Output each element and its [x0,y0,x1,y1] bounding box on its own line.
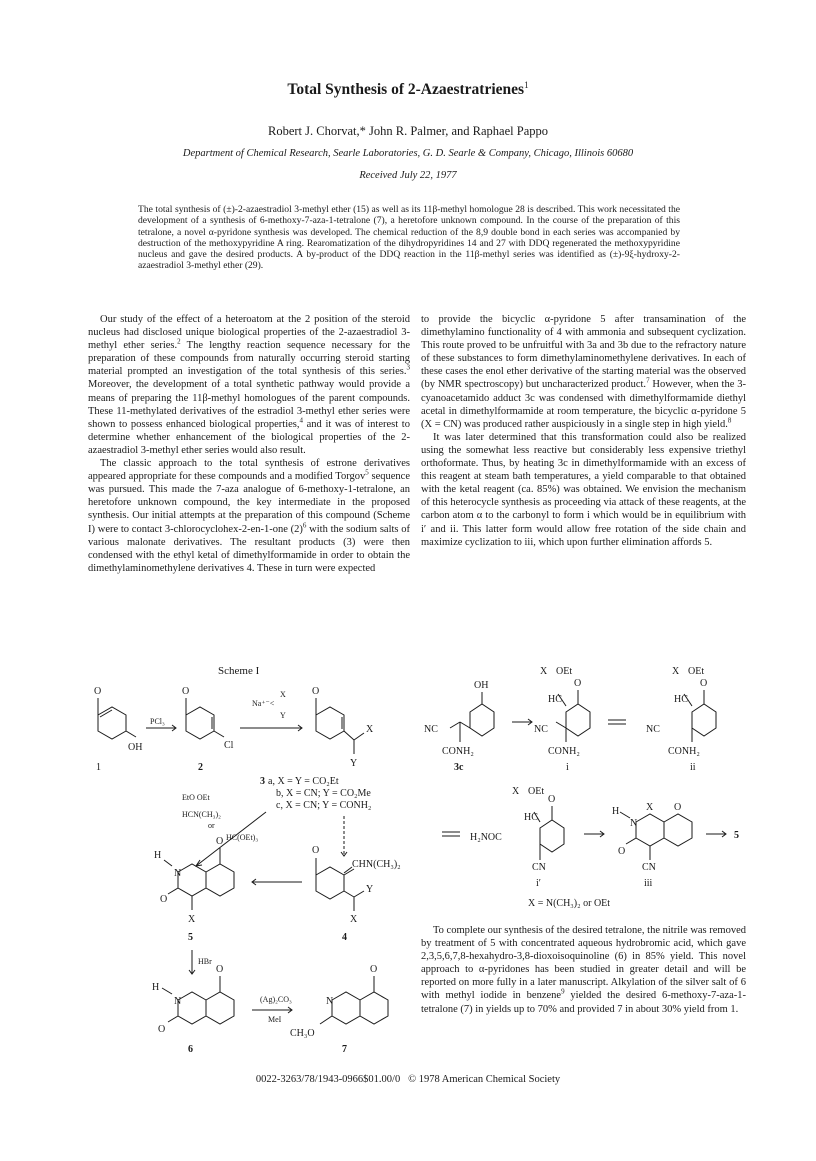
svg-text:(Ag)₂CO₃: (Ag)₂CO₃ [260,995,292,1004]
title-ref: 1 [524,80,529,90]
svg-text:4: 4 [342,932,347,943]
compound-3 [312,686,374,769]
svg-text:5: 5 [188,932,193,943]
paragraph: It was later determined that this transformation could also be realized using the somewhat less reactive but considerably less expensive triethyl orthoformate. Thus, by heating 3c in dimethylformamide with an excess of this reagent at steam bath temperatures, a yield comparable to that obtained with the ketal reagent (ca. 85%) was obtained. We envision the mechanism of this heterocycle synthesis as proceeding via attack of these reagents, at the carbon atom α to the carbonyl to form i which would be in equilibrium with i′ and ii. This latter form would allow free rotation of the side chain and maximize cyclization to iii, which upon further elimination affords 5. [421,431,746,548]
text-run: However, when the 3-cyanoacetamido adduct 3c was condensed with dimethylformamide diethyl acetal in dimethylformamide at room temperature, the bicyclic α-pyridone 5 (X = CN) was produced rather auspiciously in a single step in high yield. [421,379,746,430]
svg-text:OEt: OEt [556,666,573,677]
intermediate-i [534,666,590,773]
svg-text:Y: Y [366,884,374,895]
text-run: The classic approach to the total synthesis of estrone derivatives appeared appropriate for these compounds and a modified Torgov [88,458,410,483]
text-run: sequence was pursued. This made the 7-aza analogue of 6-methoxy-1-tetralone, an heretofore unknown compound, the key intermediate in the proposed synthesis. Our initial attempts at the preparation of this compound (Scheme I) were to contact 3-chlorocyclohex-2-en-1-one (2) [88,471,410,535]
svg-text:OEt: OEt [528,786,545,797]
authors: Robert J. Chorvat,* John R. Palmer, and Raphael Pappo [267,124,549,138]
svg-text:X: X [188,914,196,925]
compound-6 [152,964,234,1055]
svg-text:NC: NC [534,724,548,735]
svg-text:HCN(CH₃)₂: HCN(CH₃)₂ [182,810,221,819]
pcl3-label: PCl₃ [150,717,165,726]
column-left [88,313,410,575]
intermediate-i-prime [470,786,564,889]
svg-text:Y: Y [350,758,358,769]
ref: 5 [365,468,369,477]
svg-text:H₂NOC: H₂NOC [470,832,502,843]
compound-1 [94,686,142,773]
scheme-title: Scheme I [218,665,260,677]
text-run: The lengthy reaction sequence necessary for the preparation of these compounds from naturally occurring steroid starting material prompted an investigation of the total synthesis of this series. [88,340,410,378]
svg-text:CONH₂: CONH₂ [668,746,700,757]
journal-code: 0022-3263/78/1943-0966$01.00/0 [255,1074,401,1085]
text-run: Our study of the effect of a heteroatom at the 2 position of the steroid nucleus had disclosed unique biological properties of the 2-azaestradiol 3-methyl ether series. [88,314,410,352]
svg-text:N: N [174,996,182,1007]
intermediate-iii [612,802,692,889]
svg-text:OEt: OEt [688,666,705,677]
svg-text:X: X [280,690,286,699]
svg-text:O: O [182,686,190,697]
ref: 3 [406,363,410,372]
ref: 2 [177,337,181,346]
article-title [0,80,816,99]
scheme-1 [80,660,420,1070]
compound-2 [182,686,234,773]
svg-text:CH₃O: CH₃O [290,1028,315,1039]
svg-text:O: O [618,846,626,857]
svg-text:H: H [612,806,620,817]
svg-text:O: O [216,964,224,975]
na-reagent-label: Na⁺⁻< [252,699,275,708]
svg-text:b, X = CN; Y = CO₂Me: b, X = CN; Y = CO₂Me [276,788,371,799]
svg-text:HBr: HBr [198,957,212,966]
column-right-lower [421,924,746,1016]
svg-text:CN: CN [532,862,546,873]
paragraph [88,457,410,575]
svg-text:5: 5 [734,830,739,841]
svg-text:O: O [548,794,556,805]
mechanism-scheme [420,660,760,910]
text-run: with the sodium salts of various malonate derivatives. The resultant products (3) were then condensed with the ethyl ketal of dimethylformamide in order to obtain the dimethylaminomethylene derivatives 4. These in turn were expected [88,523,410,574]
svg-text:O: O [574,678,582,689]
text-run: To complete our synthesis of the desired tetralone, the nitrile was removed by treatment of 5 with concentrated aqueous hydrobromic acid, which gave 2,3,5,6,7,8-hexahydro-3,8-dioxoisoquinoline (6) in 85% yield. This novel approach to α-pyridones has been studied in greater detail and will be reported on more fully in a later manuscript. Alkylation of the silver salt of 6 with methyl iodide in benzene [421,925,747,1002]
affiliation: Department of Chemical Research, Searle Laboratories, G. D. Searle & Company, Chicago, Illinois 60680 [182,148,634,159]
compound-4 [312,845,401,943]
svg-text:2: 2 [198,762,203,773]
svg-text:O: O [700,678,708,689]
svg-text:6: 6 [188,1044,193,1055]
svg-text:X: X [646,802,654,813]
svg-text:N: N [174,868,182,879]
svg-text:7: 7 [342,1044,347,1055]
paragraph [421,924,746,1016]
svg-text:CN: CN [642,862,656,873]
ref: 9 [561,987,565,996]
svg-text:X: X [350,914,358,925]
text-run: and it was of interest to determine whether enhancement of the biological properties of the 2-azaestradiol 3-methyl ether series would also result. [88,418,410,456]
svg-text:ii: ii [690,762,696,773]
ref: 4 [299,416,304,425]
svg-text:a, X = Y = CO₂Et: a, X = Y = CO₂Et [268,776,339,787]
compound-7 [290,964,388,1055]
svg-text:H: H [152,982,160,993]
svg-text:O: O [312,845,320,856]
svg-text:O: O [160,894,168,905]
paragraph [421,313,746,431]
compound-5 [154,836,234,943]
copyright: © 1978 American Chemical Society [408,1074,561,1085]
svg-text:O: O [216,836,224,847]
text-run: Moreover, the development of a total synthetic pathway would provide a means of preparing the 11β-methyl homologues of the parent compounds. These 11-methylated derivatives of the estradiol 3-methyl ether series were shown to possess enhanced biological properties, [88,379,410,430]
intermediate-ii [646,666,716,773]
svg-text:NC: NC [424,724,438,735]
svg-text:H: H [154,850,162,861]
svg-text:or: or [208,821,215,830]
received-date: Received July 22, 1977 [359,170,457,181]
svg-text:X: X [512,786,520,797]
svg-text:HC: HC [674,694,688,705]
ref: 6 [302,521,307,529]
svg-text:N: N [326,996,334,1007]
svg-text:CHN(CH₃)₂: CHN(CH₃)₂ [352,859,401,870]
title-text: Total Synthesis of 2-Azaestratrienes [287,81,525,99]
text-run: to provide the bicyclic α-pyridone 5 after transamination of the dimethylamino functionality of 4 with ammonia and subsequent cyclization. This route proved to be unfruitful with 3a and 3b due to the refractory nature of these substances to form dimethylaminomethylene derivatives. In each of these cases the enol ether derivative of the starting material was the observed (by NMR spectroscopy) but uncharacterized product. [421,314,746,391]
paragraph [88,313,410,457]
column-right [421,313,746,549]
svg-text:3: 3 [260,776,265,787]
svg-text:OH: OH [474,680,489,691]
svg-text:O: O [370,964,378,975]
svg-text:OH: OH [128,742,143,753]
page-footer [0,1074,816,1085]
svg-text:X: X [540,666,548,677]
text-run: yielded the desired 6-methoxy-7-aza-1-tetralone (7) in yields up to 70% and provided 7 in about 30% yield from 1. [421,990,746,1015]
svg-text:HC: HC [524,812,538,823]
svg-text:Y: Y [280,711,286,720]
svg-text:O: O [94,686,102,697]
svg-text:c, X = CN; Y = CONH₂: c, X = CN; Y = CONH₂ [276,800,372,811]
svg-text:i: i [566,762,569,773]
svg-text:O: O [158,1024,166,1035]
svg-text:O: O [312,686,320,697]
svg-text:HC(OEt)₃: HC(OEt)₃ [226,833,259,842]
svg-text:O: O [674,802,682,813]
svg-text:CONH₂: CONH₂ [442,746,474,757]
svg-text:Cl: Cl [224,740,234,751]
svg-text:X: X [366,724,374,735]
svg-text:N: N [630,818,638,829]
svg-text:3c: 3c [454,762,464,773]
svg-text:CONH₂: CONH₂ [548,746,580,757]
svg-text:i′: i′ [536,878,541,889]
svg-text:EtO OEt: EtO OEt [182,793,210,802]
ref: 7 [646,376,650,385]
svg-text:NC: NC [646,724,660,735]
svg-text:MeI: MeI [268,1015,282,1024]
svg-text:X: X [672,666,680,677]
svg-text:HC: HC [548,694,562,705]
abstract: The total synthesis of (±)-2-azaestradiol 3-methyl ether (15) as well as its 11β-methyl homologue 28 is described. This work necessitated the development of a synthesis of 6-methoxy-7-aza-1-tetralone (7), a heretofore unknown compound. In the course of the preparation of this tetralone, a novel α-pyridone synthesis was developed. The chemical reduction of the 8,9 double bond in each series was accompanied by destruction of the methoxypyridine A ring. Rearomatization of the dihydropyridines 14 and 27 with DDQ regenerated the methoxypyridine nucleus and gave the desired products. A by-product of the DDQ reaction in the 11β-methyl series was identified as (±)-9ξ-hydroxy-2-azaestradiol 3-methyl ether (29). [138,204,680,272]
x-definition: X = N(CH₃)₂ or OEt [528,898,611,909]
compound-3c [424,680,494,773]
svg-text:iii: iii [644,878,653,889]
svg-text:1: 1 [96,762,101,773]
ref: 8 [727,416,732,425]
